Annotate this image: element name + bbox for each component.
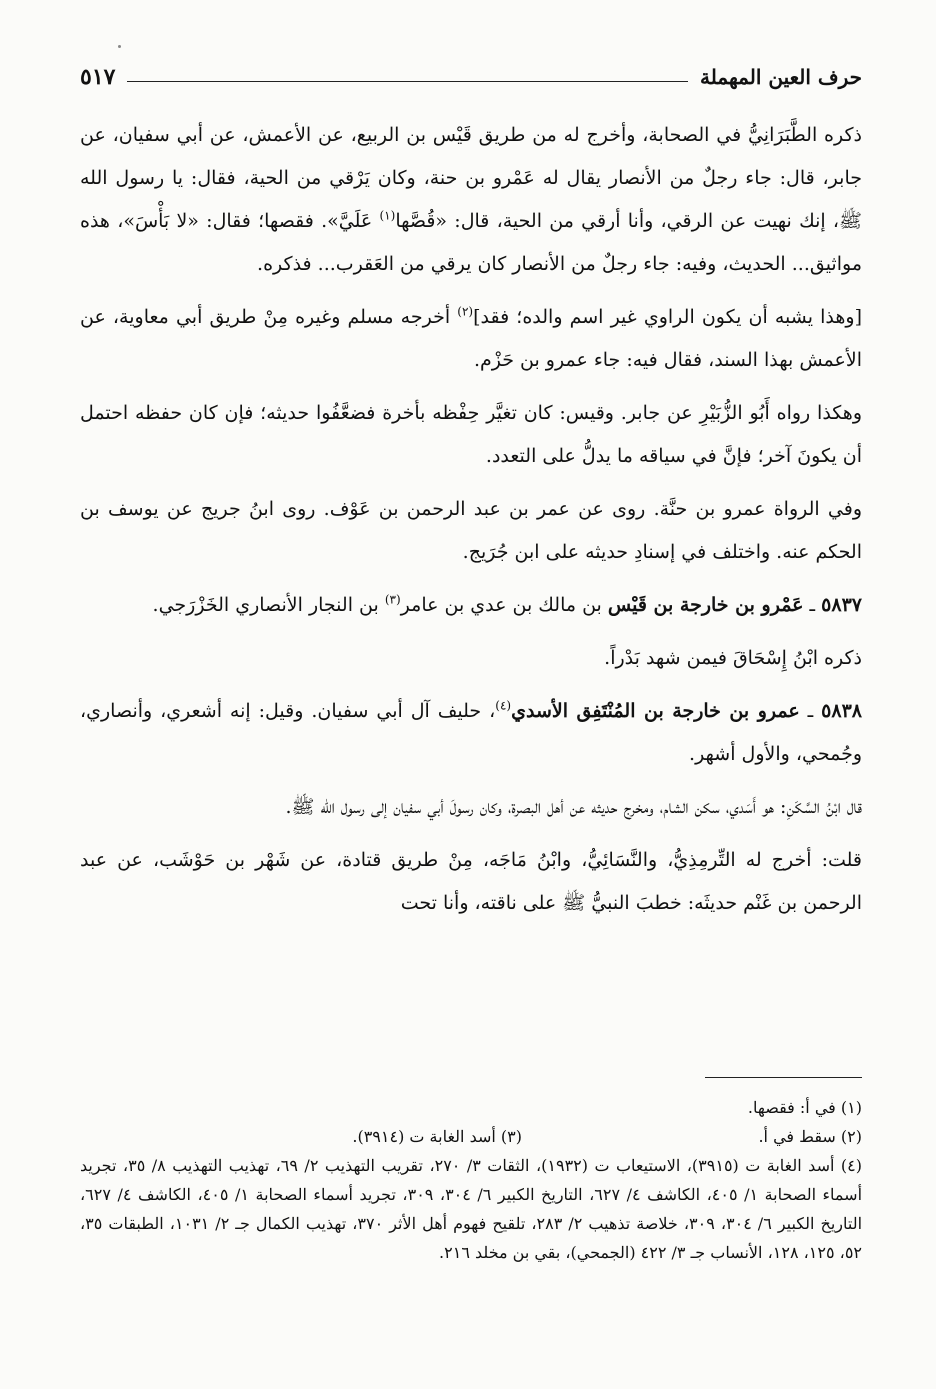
footnote-ref: (٤): [495, 698, 512, 713]
paragraph: [80, 392, 862, 478]
footnote-row: [80, 1122, 862, 1151]
paragraph-text: عَلَيَّ». فقصها؛ فقال: «لا بَأْسَ»، هذه مواثيق... الحديث، وفيه: جاء رجلٌ من الأنصار كان يرقي من العَقرب... فذكره.: [80, 210, 862, 275]
entry-text: بن مالك بن عدي بن عامر: [400, 594, 608, 616]
paragraph: [80, 786, 862, 829]
footnote-4: (٤) أسد الغابة ت (٣٩١٥)، الاستيعاب ت (١٩٣٢)، الثقات ٣/ ٢٧٠، تقريب التهذيب ٢/ ٦٩، تهذيب التهذيب ٨/ ٣٥، تجريد أسماء الصحابة ١/ ٤٠٥، الكاشف ٤/ ٦٢٧، التاريخ الكبير ٦/ ٣٠٤، ٣٠٩، تجريد أسماء الصحابة ١/ ٤٠٥، الكاشف ٤/ ٦٢٧، التاريخ الكبير ٦/ ٣٠٤، ٣٠٩، خلاصة تذهيب ٢/ ٢٨٣، تلقيح فهوم أهل الأثر ٣٧٠، تهذيب الكمال جـ ٢/ ١٠٣١، الطبقات ٣٥، ٥٢، ١٢٥، ١٢٨، الأنساب جـ ٣/ ٤٢٢ (الجمحي)، بقي بن مخلد ٢١٦.: [80, 1156, 863, 1262]
paragraph-text: وهكذا رواه أَبُو الزُّبَيْرِ عن جابر. وقيس: كان تغيَّر حِفْظه بأخرة فضعَّفُوا حديثه؛ فإن كان حفظه احتمل أن يكونَ آخر؛ فإنَّ في سياقه ما يدلُّ على التعدد.: [80, 402, 862, 467]
footnotes: [80, 1093, 862, 1267]
paragraph: [80, 114, 862, 286]
main-text: [80, 114, 862, 935]
footnote-ref: (١): [379, 208, 396, 223]
paragraph-text: قال ابْنُ السَّكَنِ: هو أَسَدي، سكن الشام، ومخرج حديثه عن أهل البصرة، وكان رسولَ أبي سفيان إلى رسول الله ﷺ.: [285, 796, 862, 818]
entry-name: عَمْرو بن خارجة بن قَيْس: [607, 594, 804, 616]
page-smudge: [118, 45, 121, 48]
running-header: [80, 60, 862, 94]
entry-text: ، حليف آل أبي سفيان. وقيل: إنه أشعري، وأنصاري، وجُمحي، والأول أشهر.: [80, 700, 862, 765]
footnote-2: (٢) سقط في أ.: [758, 1127, 862, 1146]
footnote-1: (١) في أ: فقصها.: [747, 1098, 862, 1117]
chapter-title: حرف العين المهملة: [700, 65, 862, 89]
footnote-rule: [705, 1077, 862, 1078]
entry-number: ٥٨٣٧: [821, 594, 862, 616]
paragraph-text: ذكره الطَّبَرَانِيُّ في الصحابة، وأخرج له من طريق قَيْس بن الربيع، عن الأعمش، عن أبي سفيان، عن جابر، قال: جاء رجلٌ من الأنصار يقال له عَمْرو بن حنة، وكان يَرْقي من الحية، فقال: يا رسول الله ﷺ، إنك نهيت عن الرقي، وأنا أرقي من الحية، قال: «قُصَّها: [80, 124, 862, 232]
paragraph: [80, 488, 862, 574]
paragraph-text: ذكره ابْنُ إِسْحَاقَ فيمن شهد بَدْراً.: [604, 647, 862, 669]
footnote-ref: (٣): [384, 592, 401, 607]
paragraph-text: [وهذا يشبه أن يكون الراوي غير اسم والده؛ فقد]: [473, 306, 862, 328]
entry-5837: ٥٨٣٧ ـ عَمْرو بن خارجة بن قَيْس بن مالك بن عدي بن عامر$^{(٣)}$ بن النجار الأنصاري الخَزْرَجي.: [152, 592, 862, 616]
paragraph-text: أخرجه مسلم وغيره مِنْ طريق أبي معاوية، عن الأعمش بهذا السند، فقال فيه: جاء عمرو بن حَزْم.: [80, 306, 862, 371]
entry-number: ٥٨٣٨: [821, 700, 862, 722]
footnote-3: (٣) أسد الغابة ت (٣٩١٤).: [352, 1127, 522, 1146]
paragraph: [80, 839, 862, 925]
entry-text: بن النجار الأنصاري الخَزْرَجي.: [152, 594, 385, 616]
footnote-ref: (٢): [457, 304, 474, 319]
page-number: ٥١٧: [80, 64, 116, 90]
header-rule: [127, 81, 688, 82]
entry-5838: ٥٨٣٨ ـ عمرو بن خارجة بن المُنْتَفِق الأسدي$^{(٤)}$، حليف آل أبي سفيان. وقيل: إنه أشعري، وأنصاري، وجُمحي، والأول أشهر.: [80, 698, 862, 765]
paragraph-text: وفي الرواة عمرو بن حنَّة. روى عن عمر بن عبد الرحمن بن عَوْف. روى ابنُ جريج عن يوسف بن الحكم عنه. واختلف في إسنادِ حديثه على ابن جُرَيج.: [80, 498, 862, 563]
paragraph: [80, 296, 862, 382]
paragraph: [80, 637, 862, 680]
entry-name: عمرو بن خارجة بن المُنْتَفِق الأسدي: [511, 700, 800, 722]
paragraph-text: قلت: أخرج له التِّرمِذِيُّ، والنَّسَائِيُّ، وابْنُ مَاجَه، مِنْ طريق قتادة، عن شَهْر بن حَوْشَب، عن عبد الرحمن بن غَنْم حديثَه: خطبَ النبيُّ ﷺ على ناقته، وأنا تحت: [80, 849, 862, 914]
